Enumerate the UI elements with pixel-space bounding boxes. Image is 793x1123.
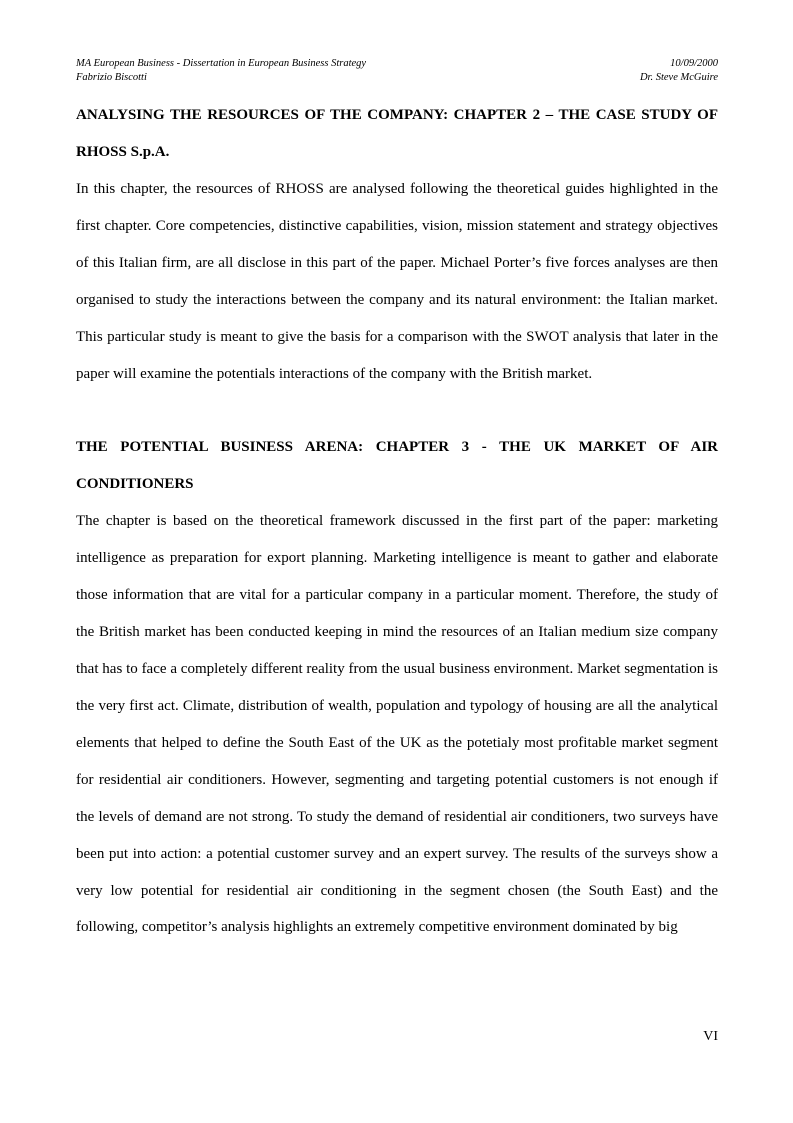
- header-row-2: [76, 71, 718, 85]
- section-heading-chapter-2: ANALYSING THE RESOURCES OF THE COMPANY: CHAPTER 2 – THE CASE STUDY OF RHOSS S.p.A.: [76, 107, 718, 160]
- header-supervisor: Dr. Steve McGuire: [639, 72, 718, 83]
- header-row-1: [76, 57, 718, 71]
- header-author: Fabrizio Biscotti: [76, 72, 147, 83]
- section-spacer: [76, 392, 718, 429]
- header-title: MA European Business - Dissertation in European Business Strategy: [76, 58, 367, 69]
- header-date: 10/09/2000: [670, 58, 718, 69]
- section-body-chapter-3: The chapter is based on the theoretical framework discussed in the first part of the paper: marketing intelligence as preparation for export planning. Marketing intelligence is meant to gather and elaborate those information that are vital for a particular company in a particular moment. Therefore, the study of the British market has been conducted keeping in mind the resources of an Italian medium size company that has to face a completely different reality from the usual business environment. Market segmentation is the very first act. Climate, distribution of wealth, population and typology of housing are all the analytical elements that helped to define the South East of the UK as the potetialy most profitable market segment for residential air conditioners. However, segmenting and targeting potential customers is not enough if the levels of demand are not strong. To study the demand of residential air conditioners, two surveys have been put into action: a potential customer survey and an expert survey. The results of the surveys show a very low potential for residential air conditioning in the segment chosen (the South East) and the following, competitor’s analysis highlights an extremely competitive environment dominated by big: [76, 513, 718, 936]
- page-number: VI: [703, 1029, 718, 1044]
- page-header: [76, 57, 718, 85]
- page-content: [76, 97, 718, 946]
- section-heading-chapter-3: THE POTENTIAL BUSINESS ARENA: CHAPTER 3 - THE UK MARKET OF AIR CONDITIONERS: [76, 439, 718, 493]
- section-body-chapter-2: In this chapter, the resources of RHOSS are analysed following the theoretical guides highlighted in the first chapter. Core competencies, distinctive capabilities, vision, mission statement and strategy objectives of this Italian firm, are all disclose in this part of the paper. Michael Porter’s five forces analyses are then organised to study the interactions between the company and its natural environment: the Italian market. This particular study is meant to give the basis for a comparison with the SWOT analysis that later in the paper will examine the potentials interactions of the company with the British market.: [76, 181, 718, 382]
